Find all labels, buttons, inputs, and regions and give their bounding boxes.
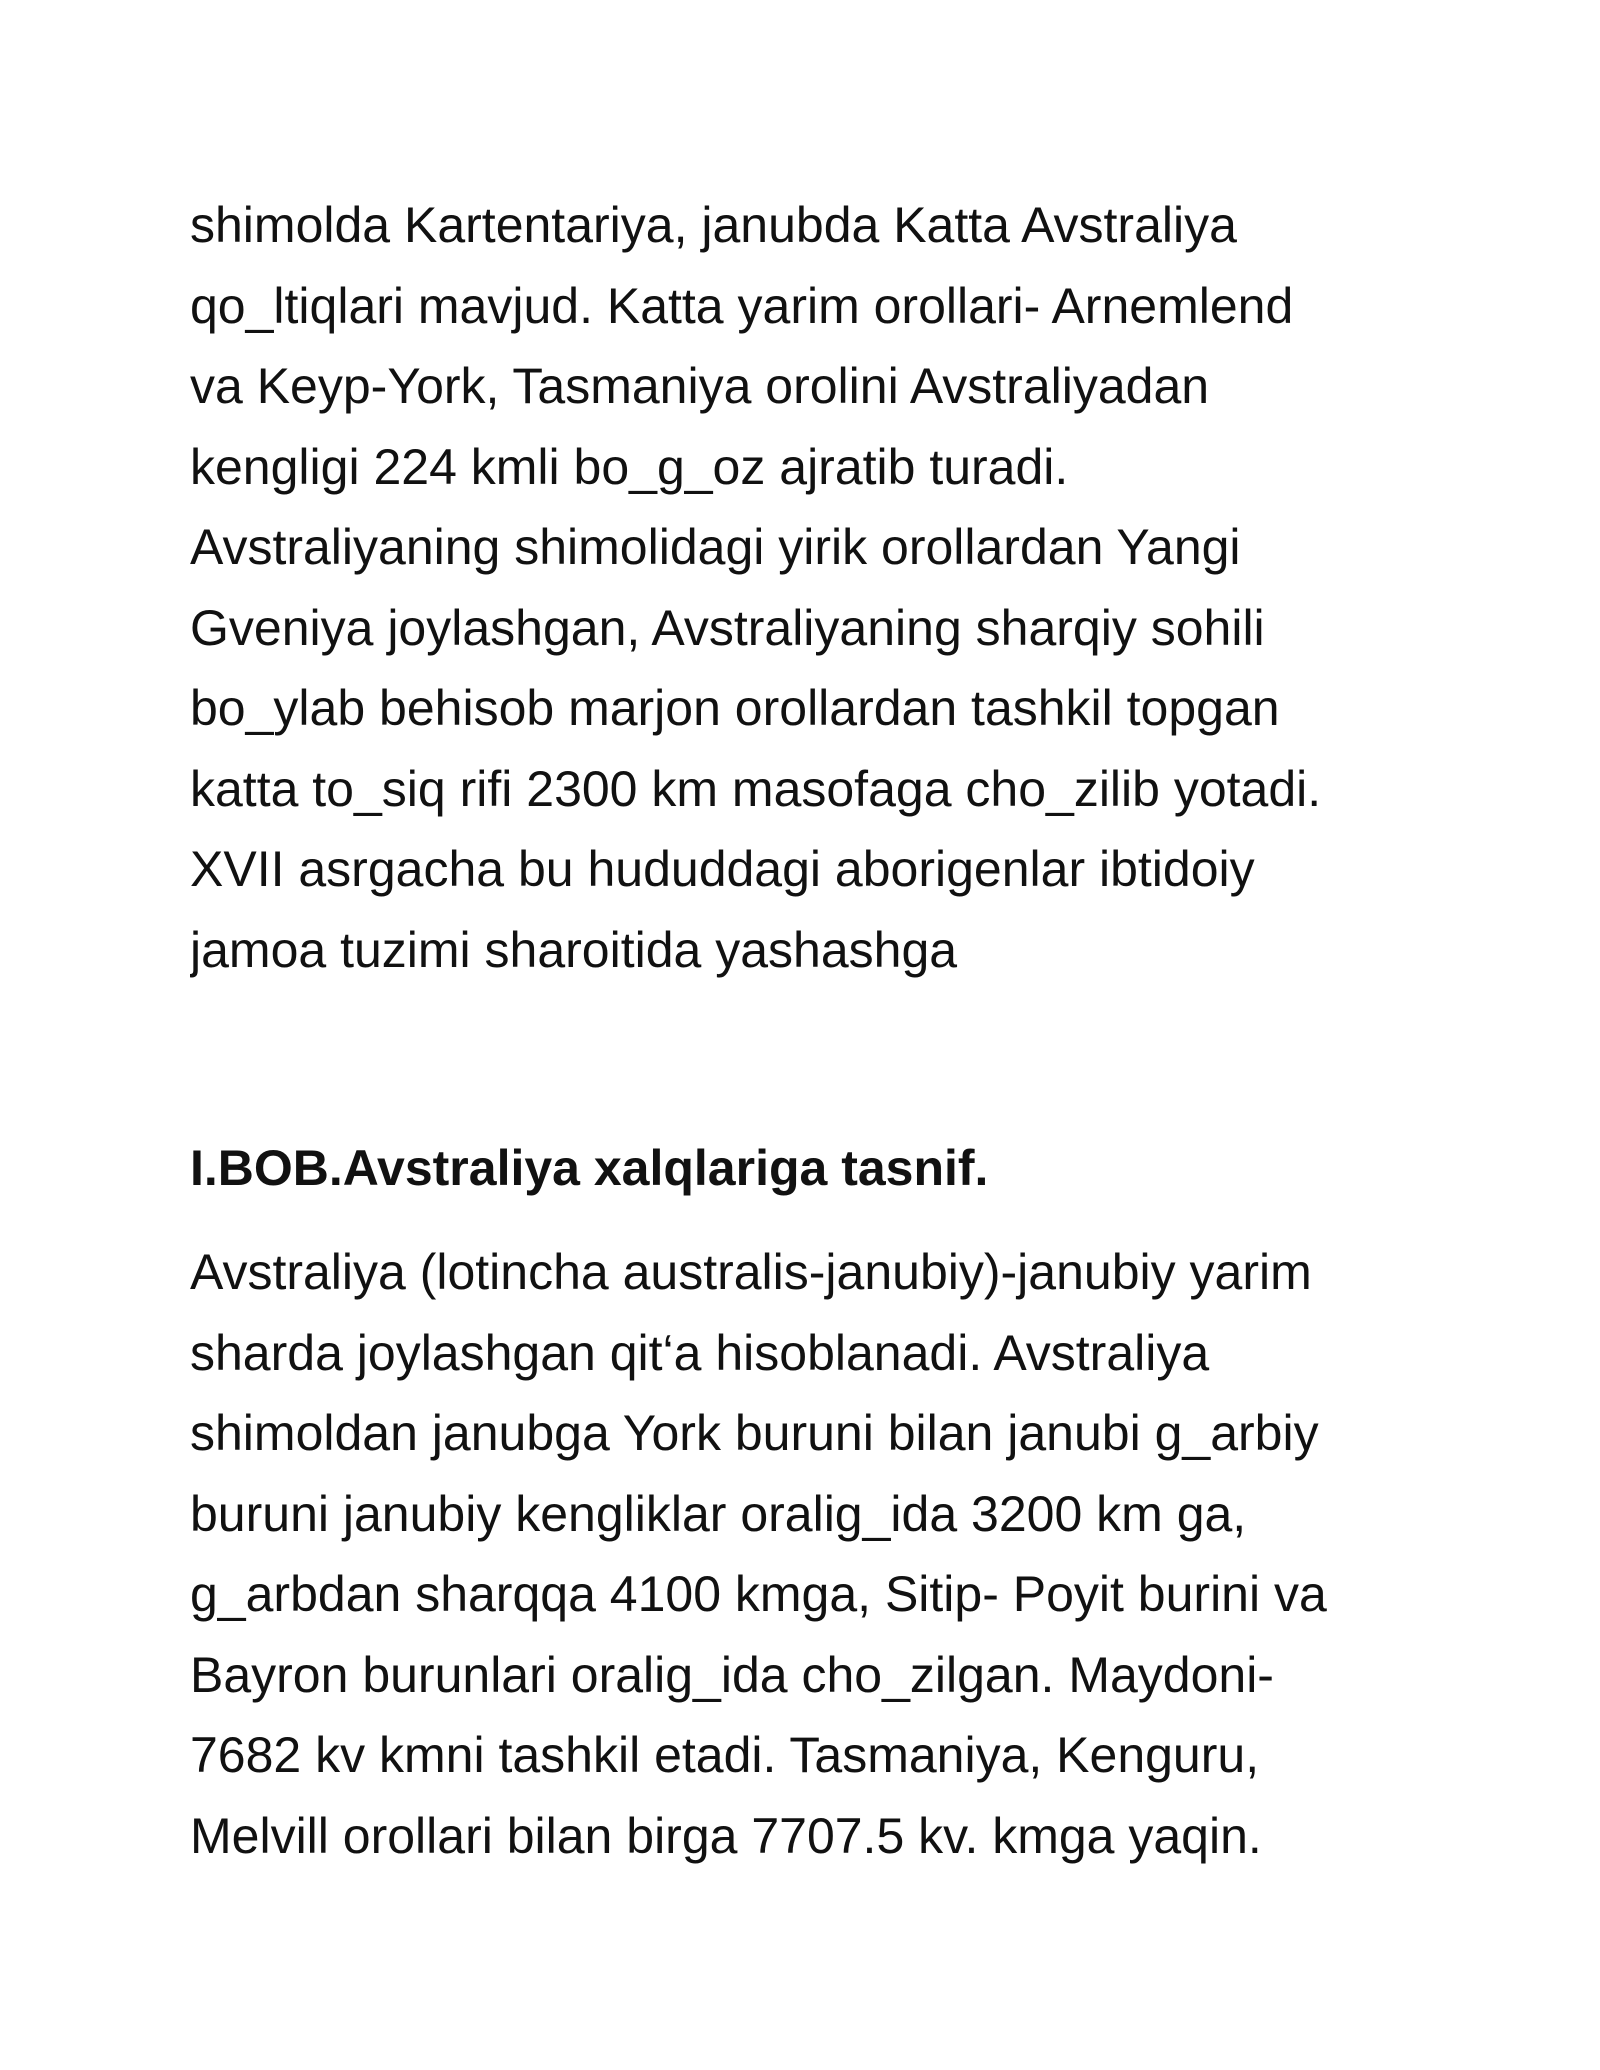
text-line: jamoa tuzimi sharoitida yashashga <box>190 921 958 978</box>
text-line: Gveniya joylashgan, Avstraliyaning sharqiy sohili <box>190 599 1265 656</box>
section-heading <box>190 1128 1450 1209</box>
text-line: bo_ylab behisob marjon orollardan tashkil topgan <box>190 680 1280 736</box>
text-line: sharda joylashgan qit‘a hisoblanadi. Avstraliya <box>190 1324 1210 1381</box>
text-line: shimolda Kartentariya, janubda Katta Avstraliya <box>190 197 1237 253</box>
text-line: Bayron burunlari oralig_ida cho_zilgan. Maydoni- <box>190 1646 1274 1703</box>
text-line: g_arbdan sharqqa 4100 kmga, Sitip- Poyit burini va <box>190 1566 1327 1622</box>
text-line: katta to_siq rifi 2300 km masofaga cho_zilib yotadi. <box>190 760 1322 817</box>
text-line: va Keyp-York, Tasmaniya orolini Avstraliyadan <box>190 358 1210 414</box>
text-line: shimoldan janubga York buruni bilan janubi g_arbiy <box>190 1405 1319 1461</box>
paragraph-2 <box>190 1232 1450 1876</box>
text-line: Avstraliyaning shimolidagi yirik orollardan Yangi <box>190 519 1241 575</box>
text-line: kengligi 224 kmli bo_g_oz ajratib turadi. <box>190 438 1069 495</box>
text-line: buruni janubiy kengliklar oralig_ida 3200 km ga, <box>190 1485 1247 1542</box>
text-line: Melvill orollari bilan birga 7707.5 kv. kmga yaqin. <box>190 1807 1262 1864</box>
text-line: qo_ltiqlari mavjud. Katta yarim orollari- Arnemlend <box>190 277 1294 334</box>
text-line: Avstraliya (lotincha australis-janubiy)-janubiy yarim <box>190 1244 1312 1300</box>
heading-text: I.BOB.Avstraliya xalqlariga tasnif. <box>190 1140 989 1196</box>
paragraph-1 <box>190 185 1450 990</box>
text-line: XVII asrgacha bu hududdagi aborigenlar ibtidoiy <box>190 841 1255 897</box>
text-line: 7682 kv kmni tashkil etadi. Tasmaniya, Kenguru, <box>190 1727 1260 1783</box>
